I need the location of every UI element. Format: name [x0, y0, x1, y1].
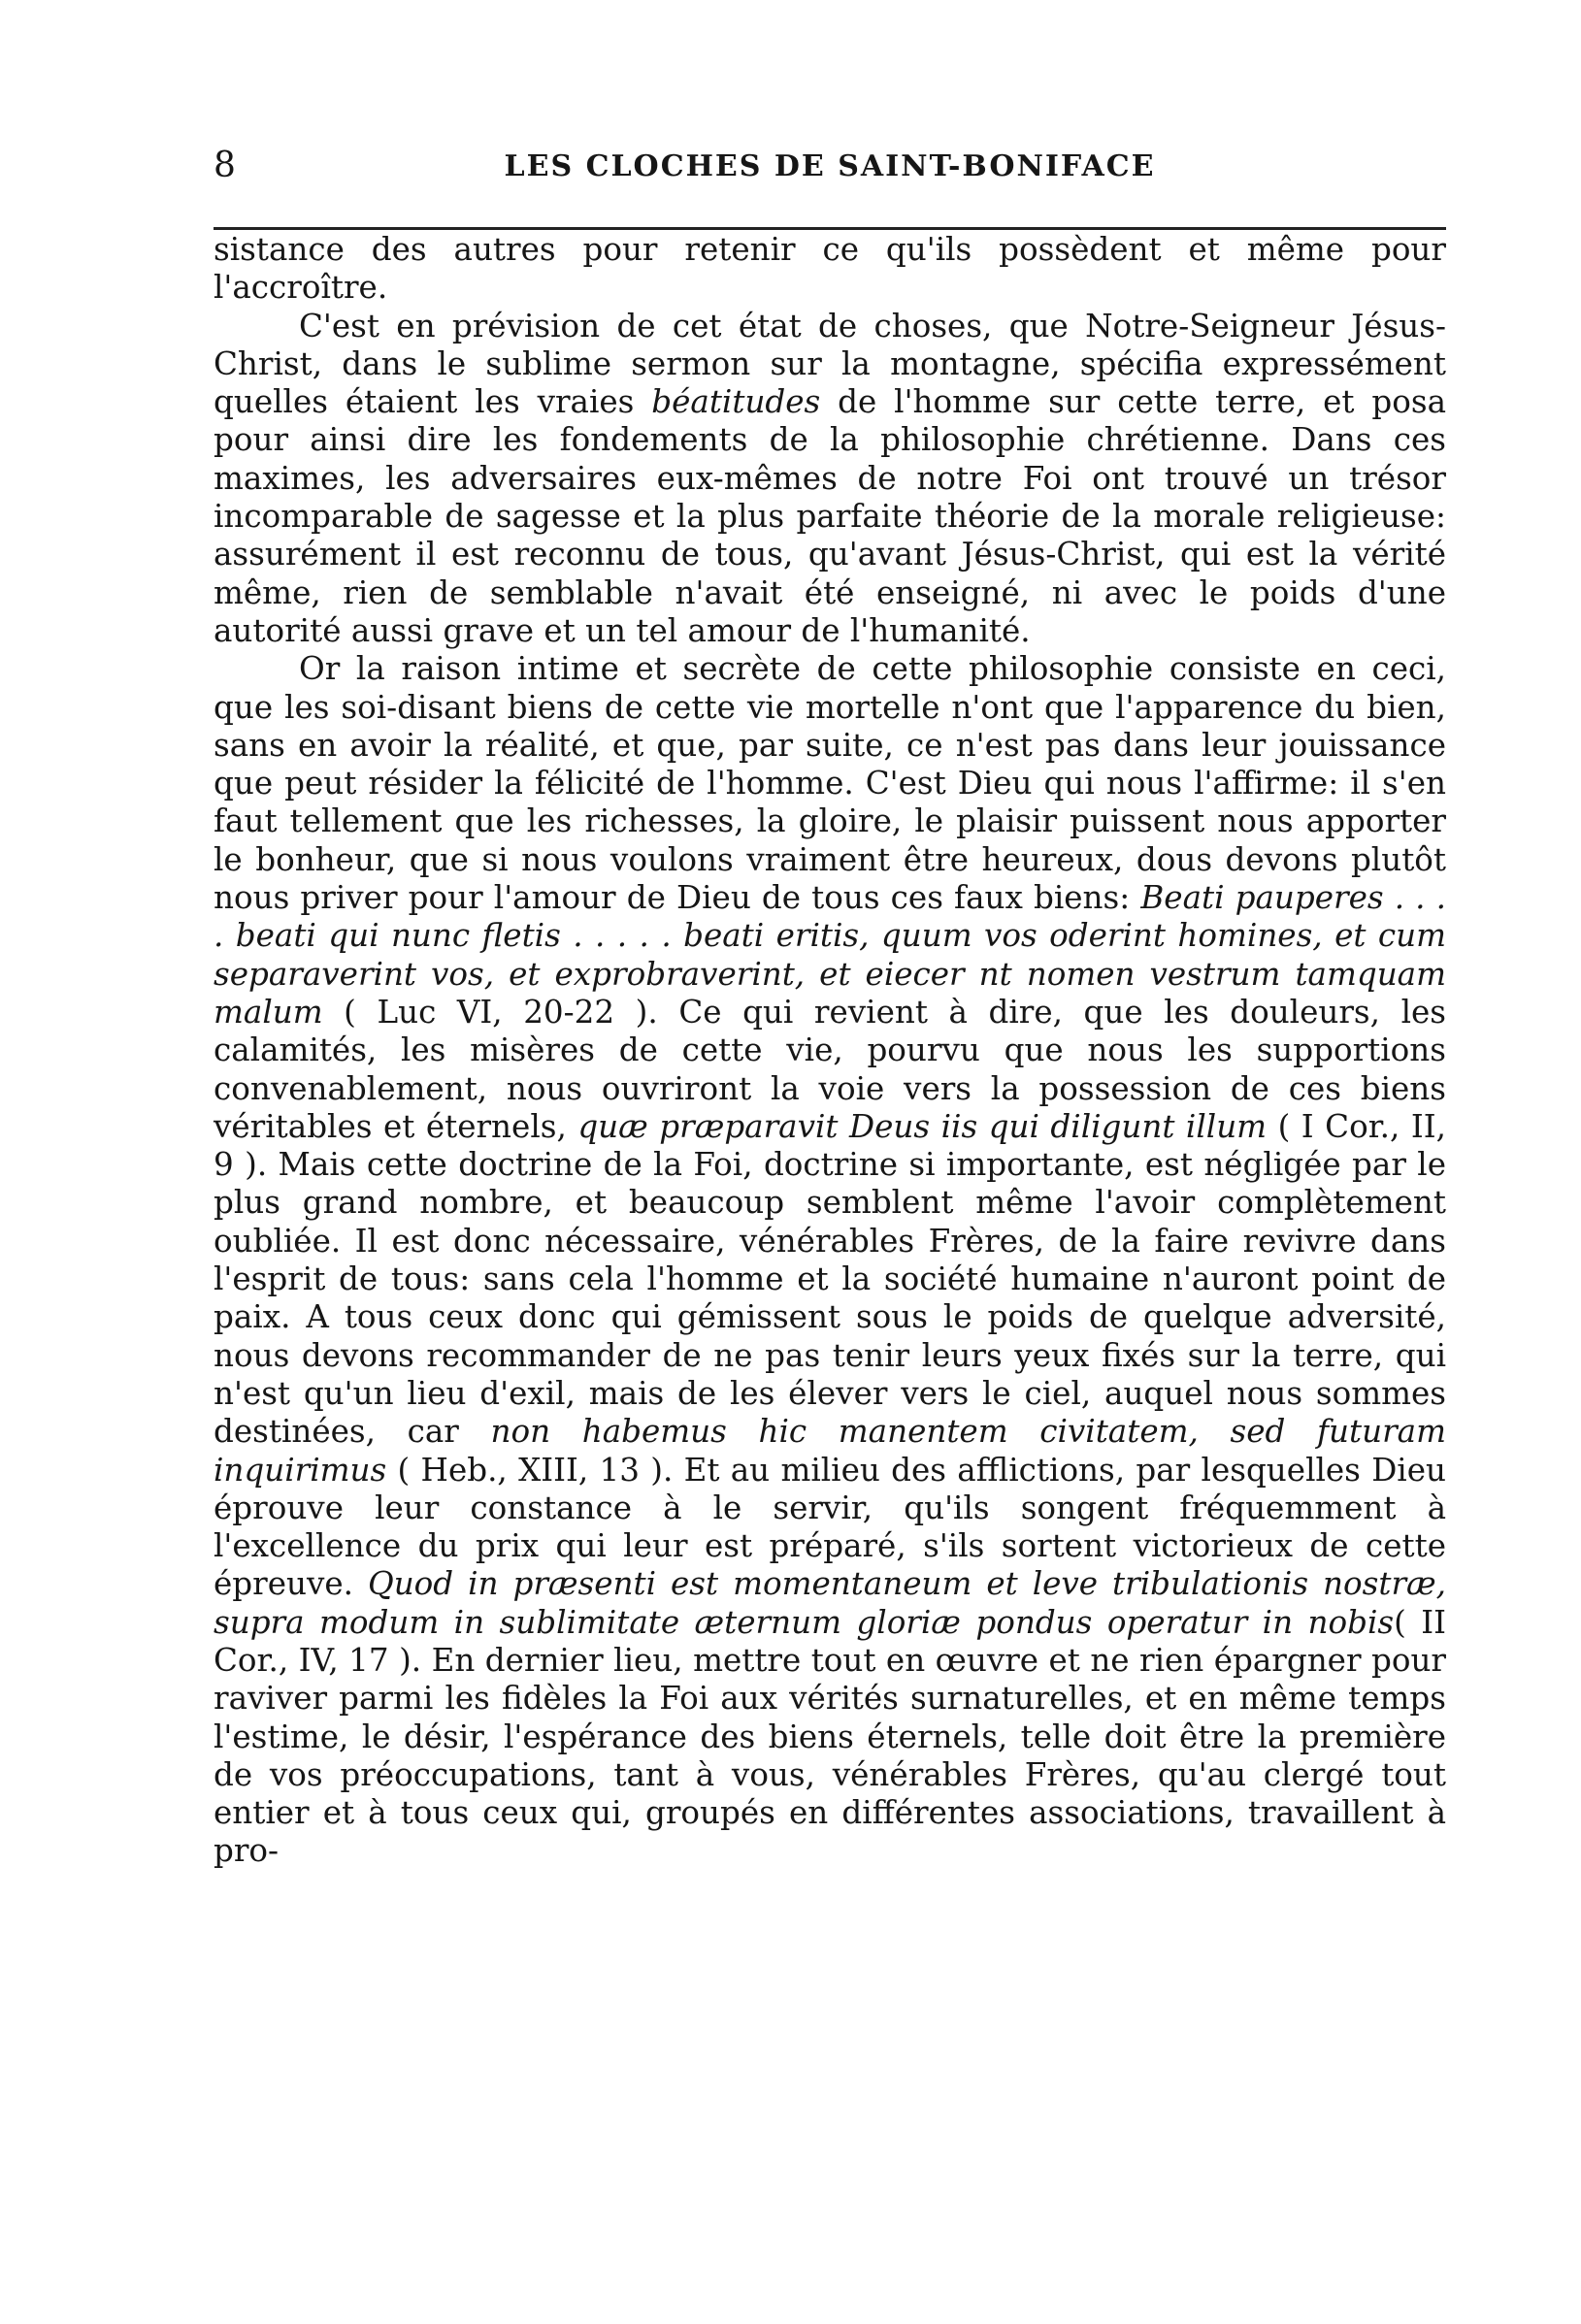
latin-quotation: Quod in præsenti est momentaneum et leve tribulationis nostræ, supra modum in sublimitate æternum gloriæ pondus operatur in nobis [214, 1565, 1446, 1641]
text-run: ( II Cor., IV, 17 ). En dernier lieu, mettre tout en œuvre et ne rien épargner pour raviver parmi les fidèles la Foi aux vérités surnaturelles, et en même temps l'estime, le désir, l'espérance des biens éternels, telle doit être la première de vos préoccupations, tant à vous, vénérables Frères, qu'au clergé tout entier et à tous ceux qui, groupés en différentes associations, travaillent à pro- [214, 1603, 1446, 1870]
text-run: ( Heb., XIII, 13 ). Et au milieu des afflictions, par lesquelles Dieu éprouve leur constance à le servir, qu'ils songent fréquemment à l'excellence du prix qui leur est préparé, s'ils sortent victorieux de cette épreuve. [214, 1451, 1446, 1603]
paragraph [214, 308, 1446, 651]
text-run: de l'homme sur cette terre, et posa pour ainsi dire les fondements de la philosophie chrétienne. Dans ces maximes, les adversaires eux-mêmes de notre Foi ont trouvé un trésor incomparable de sagesse et la plus parfaite théorie de la morale religieuse: assurément il est reconnu de tous, qu'avant Jésus-Christ, qui est la vérité même, rien de semblable n'avait été enseigné, ni avec le poids d'une autorité aussi grave et un tel amour de l'humanité. [214, 383, 1446, 649]
text-run: ( I Cor., II, 9 ). Mais cette doctrine de la Foi, doctrine si importante, est négligée par le plus grand nombre, et beaucoup semblent même l'avoir complètement oubliée. Il est donc nécessaire, vénérables Frères, de la faire revivre dans l'esprit de tous: sans cela l'homme et la société humaine n'auront point de paix. A tous ceux donc qui gémissent sous le poids de quelque adversité, nous devons recommander de ne pas tenir leurs yeux fixés sur la terre, qui n'est qu'un lieu d'exil, mais de les élever vers le ciel, auquel nous sommes destinées, car [214, 1107, 1446, 1451]
header-rule [214, 227, 1446, 230]
paragraph [214, 650, 1446, 1871]
page-header [204, 146, 1456, 204]
text-run: sistance des autres pour retenir ce qu'ils possèdent et même pour l'accroître. [214, 231, 1446, 307]
latin-quotation: quæ præparavit Deus iis qui diligunt illum [577, 1107, 1268, 1145]
latin-quotation: béatitudes [651, 383, 821, 421]
latin-quotation: Beati pauperes . . . . beati qui nunc fletis . . . . . beati eritis, quum vos oderint homines, et cum separaverint vos, et exprobraverint, et eiecer nt nomen vestrum tamquam malum [214, 879, 1446, 1031]
paragraph [214, 231, 1446, 308]
text-run: Or la raison intime et secrète de cette philosophie consiste en ceci, que les soi-disant biens de cette vie mortelle n'ont que l'apparence du bien, sans en avoir la réalité, et que, par suite, ce n'est pas dans leur jouissance que peut résider la félicité de l'homme. C'est Dieu qui nous l'affirme: il s'en faut tellement que les richesses, la gloire, le plaisir puissent nous apporter le bonheur, que si nous voulons vraiment être heureux, dous devons plutôt nous priver pour l'amour de Dieu de tous ces faux biens: [214, 650, 1446, 917]
text-run: C'est en prévision de cet état de choses, que Notre-Seigneur Jésus-Christ, dans le sublime sermon sur la montagne, spécifia expressément quelles étaient les vraies [214, 307, 1446, 421]
running-title: LES CLOCHES DE SAINT-BONIFACE [504, 149, 1156, 183]
text-run: ( Luc VI, 20-22 ). Ce qui revient à dire, que les douleurs, les calamités, les misères de cette vie, pourvu que nous les supportions convenablement, nous ouvriront la voie vers la possession de ces biens véritables et éternels, [214, 993, 1446, 1145]
page-number: 8 [214, 146, 236, 185]
latin-quotation: non habemus hic manentem civitatem, sed futuram inquirimus [214, 1413, 1446, 1489]
body-text [214, 231, 1446, 1871]
